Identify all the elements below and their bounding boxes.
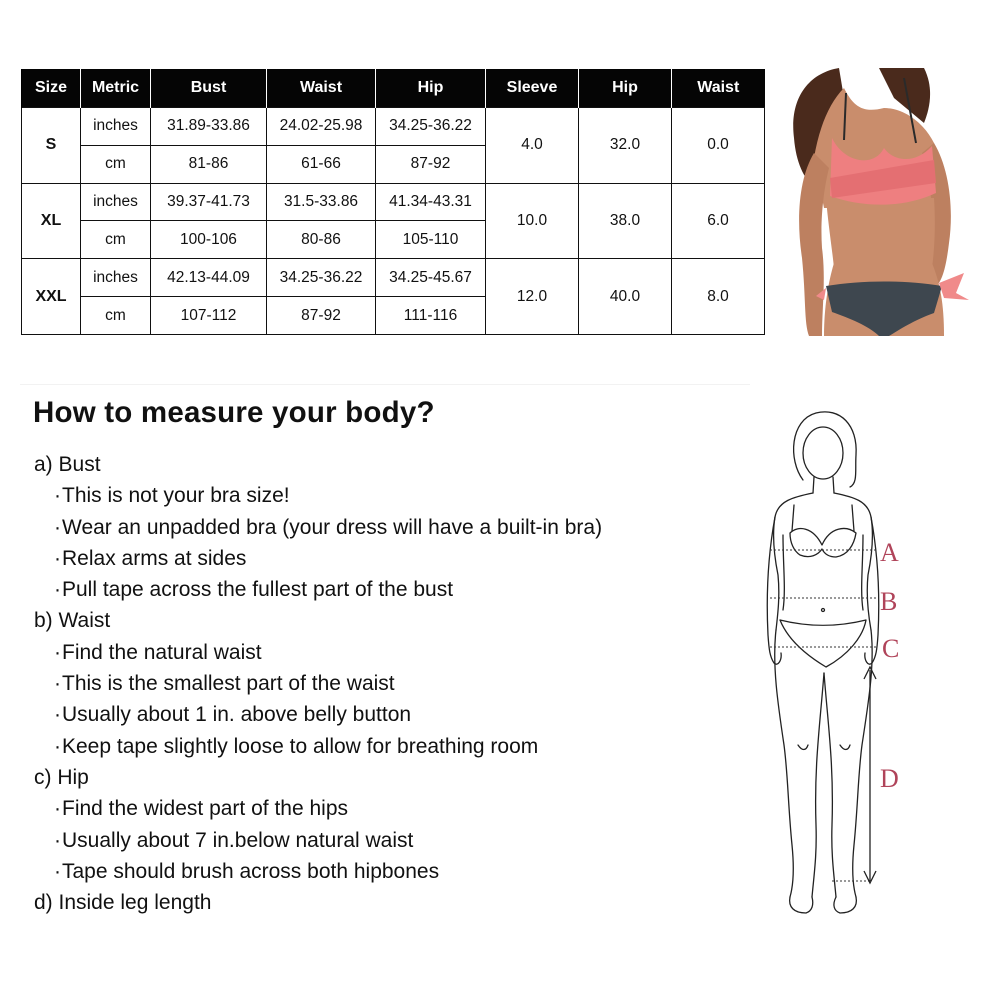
header-hip-2: Hip	[579, 69, 672, 108]
header-size: Size	[22, 69, 81, 108]
hip-cell: 105-110	[376, 221, 486, 259]
waist-2-cell: 8.0	[672, 259, 765, 335]
body-measurement-diagram	[748, 405, 918, 925]
bust-cell: 39.37-41.73	[151, 183, 267, 221]
hip-2-cell: 32.0	[579, 108, 672, 184]
label-b: B	[880, 587, 898, 616]
list-item: ·Usually about 1 in. above belly button	[54, 703, 412, 727]
label-a: A	[880, 538, 899, 567]
guide-title: How to measure your body?	[33, 396, 435, 429]
hip-cell: 41.34-43.31	[376, 183, 486, 221]
list-item: ·Find the widest part of the hips	[54, 797, 348, 821]
list-item: ·Relax arms at sides	[54, 546, 247, 570]
label-d: D	[880, 764, 899, 793]
list-item: ·Pull tape across the fullest part of the bust	[54, 578, 454, 602]
header-bust: Bust	[151, 69, 267, 108]
metric-cell: inches	[81, 108, 151, 146]
bust-heading: a) Bust	[34, 453, 101, 476]
inside-leg-heading: d) Inside leg length	[34, 891, 212, 915]
header-sleeve: Sleeve	[486, 69, 579, 108]
hip-cell: 87-92	[376, 145, 486, 183]
table-row	[22, 183, 765, 221]
list-item: ·Tape should brush across both hipbones	[54, 859, 440, 883]
table-header-row	[22, 69, 765, 108]
sleeve-cell: 12.0	[486, 259, 579, 335]
size-chart-table	[21, 69, 765, 335]
metric-cell: inches	[81, 259, 151, 297]
table-row	[22, 259, 765, 297]
waist-cell: 31.5-33.86	[267, 183, 376, 221]
header-waist-2: Waist	[672, 69, 765, 108]
bust-cell: 81-86	[151, 145, 267, 183]
size-label: XL	[22, 183, 81, 259]
bust-cell: 107-112	[151, 297, 267, 335]
header-hip: Hip	[376, 69, 486, 108]
size-label: XXL	[22, 259, 81, 335]
metric-cell: cm	[81, 297, 151, 335]
model-photo	[784, 68, 974, 336]
sleeve-cell: 4.0	[486, 108, 579, 184]
metric-cell: cm	[81, 221, 151, 259]
hip-2-cell: 38.0	[579, 183, 672, 259]
header-waist: Waist	[267, 69, 376, 108]
list-item: ·This is the smallest part of the waist	[54, 672, 395, 696]
hip-cell: 34.25-36.22	[376, 108, 486, 146]
hip-heading: c) Hip	[34, 765, 89, 789]
metric-cell: cm	[81, 145, 151, 183]
waist-cell: 24.02-25.98	[267, 108, 376, 146]
bust-cell: 100-106	[151, 221, 267, 259]
waist-2-cell: 6.0	[672, 183, 765, 259]
list-item: ·This is not your bra size!	[54, 484, 290, 508]
section-divider	[20, 384, 750, 385]
waist-cell: 61-66	[267, 145, 376, 183]
label-c: C	[882, 634, 900, 663]
waist-2-cell: 0.0	[672, 108, 765, 184]
bust-cell: 31.89-33.86	[151, 108, 267, 146]
list-item: ·Usually about 7 in.below natural waist	[54, 828, 414, 852]
list-item: ·Wear an unpadded bra (your dress will have a built-in bra)	[54, 515, 603, 539]
bust-cell: 42.13-44.09	[151, 259, 267, 297]
hip-cell: 34.25-45.67	[376, 259, 486, 297]
metric-cell: inches	[81, 183, 151, 221]
waist-cell: 34.25-36.22	[267, 259, 376, 297]
waist-cell: 80-86	[267, 221, 376, 259]
header-metric: Metric	[81, 69, 151, 108]
waist-heading: b) Waist	[34, 609, 111, 633]
list-item: ·Find the natural waist	[54, 640, 262, 664]
sleeve-cell: 10.0	[486, 183, 579, 259]
waist-cell: 87-92	[267, 297, 376, 335]
hip-2-cell: 40.0	[579, 259, 672, 335]
size-label: S	[22, 108, 81, 184]
table-row	[22, 108, 765, 146]
hip-cell: 111-116	[376, 297, 486, 335]
measurement-instructions	[34, 449, 734, 918]
list-item: ·Keep tape slightly loose to allow for breathing room	[54, 734, 539, 758]
